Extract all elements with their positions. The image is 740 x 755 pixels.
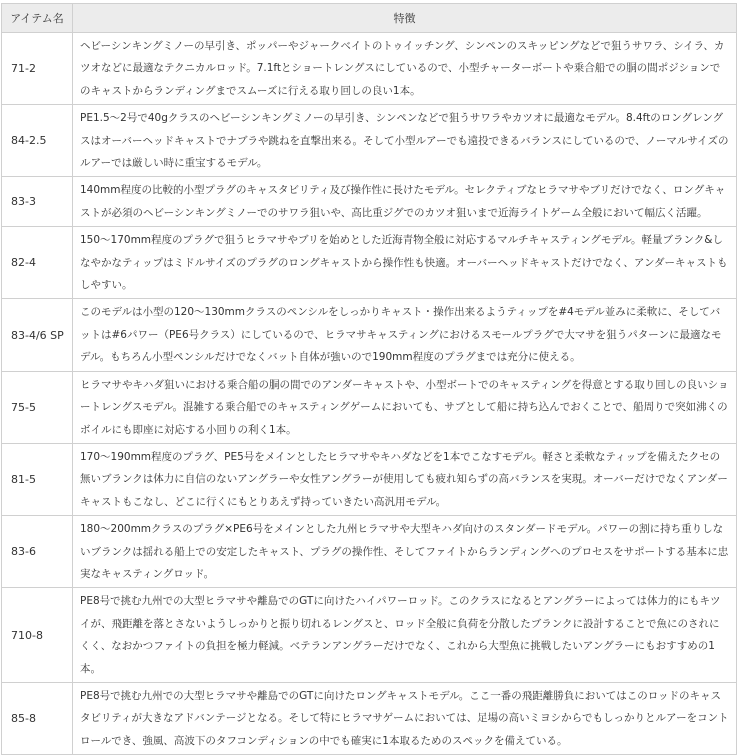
item-description-cell: ヒラマサやキハダ狙いにおける乗合船の胴の間でのアンダーキャストや、小型ボートでのキャスティングを得意とする取り回しの良いショートレングスモデル。混雑する乗合船でのキャスティングゲームにおいても、サブとして船に持ち込んでおくことで、船周りで突如沸くのボイルにも即座に対応する小回りの利く1本。 <box>73 371 737 443</box>
table-row <box>2 299 737 371</box>
header-row <box>2 4 737 33</box>
item-name-cell: 84-2.5 <box>2 105 73 177</box>
table-row <box>2 371 737 443</box>
table-row <box>2 588 737 683</box>
item-description-cell: PE1.5〜2号で40gクラスのヘビーシンキングミノーの早引き、シンペンなどで狙うサワラやカツオに最適なモデル。8.4ftのロングレングスはオーバーヘッドキャストでナブラや跳ねを直撃出来る。そして小型ルアーでも遠投できるバランスにしているので、ノーマルサイズのルアーでは厳しい時に重宝するモデル。 <box>73 105 737 177</box>
table-row <box>2 227 737 299</box>
item-description-cell: 140mm程度の比較的小型プラグのキャスタビリティ及び操作性に長けたモデル。セレクティブなヒラマサやブリだけでなく、ロングキャストが必須のヘビーシンキングミノーでのサワラ狙いや、高比重ジグでのカツオ狙いまで近海ライトゲーム全般において幅広く活躍。 <box>73 177 737 227</box>
item-description-cell: PE8号で挑む九州での大型ヒラマサや離島でのGTに向けたロングキャストモデル。ここ一番の飛距離勝負においてはこのロッドのキャスタビリティが大きなアドバンテージとなる。そして特にヒラマサゲームにおいては、足場の高いミヨシからでもしっかりとルアーをコントロールでき、強風、高波下のタフコンディションの中でも確実に1本取るためのスペックを備えている。 <box>73 682 737 754</box>
table-row <box>2 443 737 515</box>
item-description-cell: 180〜200mmクラスのプラグ×PE6号をメインとした九州ヒラマサや大型キハダ向けのスタンダードモデル。パワーの割に持ち重りしないブランクは揺れる船上での安定したキャスト、プラグの操作性、そしてファイトからランディングへのプロセスをサポートする基本に忠実なキャスティングロッド。 <box>73 516 737 588</box>
table-row <box>2 177 737 227</box>
item-name-cell: 710-8 <box>2 588 73 683</box>
spec-table <box>1 3 737 755</box>
table-row <box>2 682 737 754</box>
item-description-cell: ヘビーシンキングミノーの早引き、ポッパーやジャークベイトのトゥイッチング、シンペンのスキッピングなどで狙うサワラ、シイラ、カツオなどに最適なテクニカルロッド。7.1ftとショートレングスにしているので、小型チャーターボートや乗合船での胴の間ポジションでのキャストからランディングまでスムーズに行える取り回しの良い1本。 <box>73 33 737 105</box>
item-name-cell: 85-8 <box>2 682 73 754</box>
header-item-name: アイテム名 <box>2 4 73 33</box>
item-name-cell: 71-2 <box>2 33 73 105</box>
item-name-cell: 82-4 <box>2 227 73 299</box>
table-row <box>2 33 737 105</box>
item-name-cell: 83-6 <box>2 516 73 588</box>
item-description-cell: PE8号で挑む九州での大型ヒラマサや離島でのGTに向けたハイパワーロッド。このクラスになるとアングラーによっては体力的にもキツイが、飛距離を落とさないようしっかりと振り切れるレングスと、ロッド全般に負荷を分散したブランクに設計することで魚にのされにくく、なおかつファイトの負担を極力軽減。ベテランアングラーだけでなく、これから大型魚に挑戦したいアングラーにもおすすめの1本。 <box>73 588 737 683</box>
table-row <box>2 516 737 588</box>
item-description-cell: 150〜170mm程度のプラグで狙うヒラマサやブリを始めとした近海青物全般に対応するマルチキャスティングモデル。軽量ブランク&しなやかなティップはミドルサイズのプラグのロングキャストから操作性も快適。オーバーヘッドキャストだけでなく、アンダーキャストもしやすい。 <box>73 227 737 299</box>
header-features: 特徴 <box>73 4 737 33</box>
table-row <box>2 105 737 177</box>
item-description-cell: このモデルは小型の120〜130mmクラスのペンシルをしっかりキャスト・操作出来るようティップを#4モデル並みに柔軟に、そしてバットは#6パワー（PE6号クラス）にしているので、ヒラマサキャスティングにおけるスモールプラグで大マサを狙うパターンに最適なモデル。もちろん小型ペンシルだけでなくバット自体が強いので190mm程度のプラグまでは充分に使える。 <box>73 299 737 371</box>
item-name-cell: 83-3 <box>2 177 73 227</box>
item-name-cell: 83-4/6 SP <box>2 299 73 371</box>
item-name-cell: 81-5 <box>2 443 73 515</box>
item-description-cell: 170〜190mm程度のプラグ、PE5号をメインとしたヒラマサやキハダなどを1本でこなすモデル。軽さと柔軟なティップを備えたクセの無いブランクは体力に自信のないアングラーや女性アングラーが使用しても疲れ知らずの高バランスを実現。オーバーだけでなくアンダーキャストもこなし、どこに行くにもとりあえず持っていきたい高汎用モデル。 <box>73 443 737 515</box>
item-name-cell: 75-5 <box>2 371 73 443</box>
